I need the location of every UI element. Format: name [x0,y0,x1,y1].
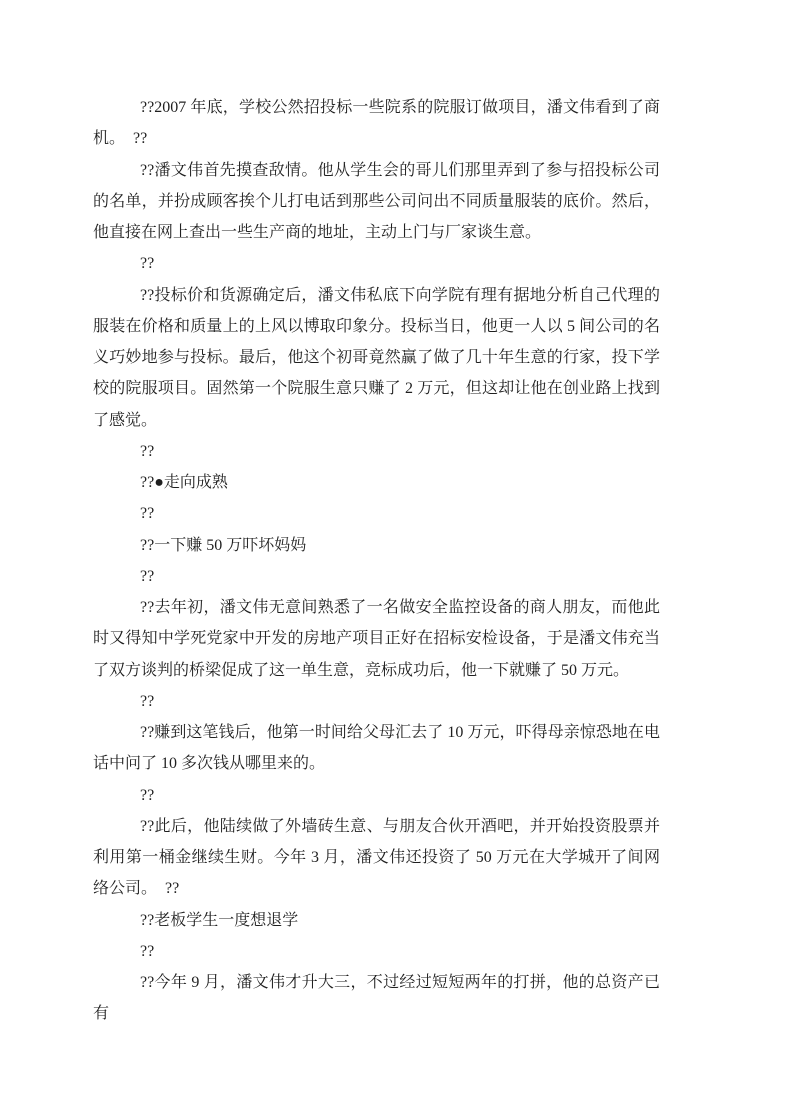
document-body [93,92,660,1030]
paragraph: ?? [140,505,155,523]
paragraph: ??一下赚 50 万吓坏妈妈 [140,536,307,554]
paragraph: ??潘文伟首先摸查敌情。他从学生会的哥儿们那里弄到了参与招投标公司的名单，并扮成顾客挨个儿打电话到那些公司问出不同质量服装的底价。然后，他直接在网上查出一些生产商的地址，主动上门与厂家谈生意。 [93,161,660,241]
paragraph: ?? [140,255,155,273]
paragraph: ??赚到这笔钱后，他第一时间给父母汇去了 10 万元，吓得母亲惊恐地在电话中问了 10 多次钱从哪里来的。 [93,724,660,773]
paragraph: ?? [140,567,155,585]
paragraph: ?? [140,786,155,804]
paragraph: ?? [140,942,155,960]
paragraph: ??今年 9 月，潘文伟才升大三，不过经过短短两年的打拼，他的总资产已有 [93,974,660,1023]
paragraph: ?? [140,692,155,710]
paragraph: ??老板学生一度想退学 [140,911,299,929]
paragraph: ?? [140,442,155,460]
paragraph: ??2007 年底，学校公然招投标一些院系的院服订做项目，潘文伟看到了商机。 ?? [93,99,660,148]
paragraph: ??投标价和货源确定后，潘文伟私底下向学院有理有据地分析自己代理的服装在价格和质量上的上风以博取印象分。投标当日，他更一人以 5 间公司的名义巧妙地参与投标。最后，他这个初哥竟然赢了做了几十年生意的行家，投下学校的院服项目。固然第一个院服生意只赚了 2 万元，但这却让他在创业路上找到了感觉。 [93,286,660,429]
paragraph: ??去年初，潘文伟无意间熟悉了一名做安全监控设备的商人朋友，而他此时又得知中学死党家中开发的房地产项目正好在招标安检设备，于是潘文伟充当了双方谈判的桥梁促成了这一单生意，竞标成功后，他一下就赚了 50 万元。 [93,599,660,679]
paragraph: ??●走向成熟 [140,474,228,491]
paragraph: ??此后，他陆续做了外墙砖生意、与朋友合伙开酒吧，并开始投资股票并利用第一桶金继续生财。今年 3 月，潘文伟还投资了 50 万元在大学城开了间网络公司。 ?? [93,817,660,898]
